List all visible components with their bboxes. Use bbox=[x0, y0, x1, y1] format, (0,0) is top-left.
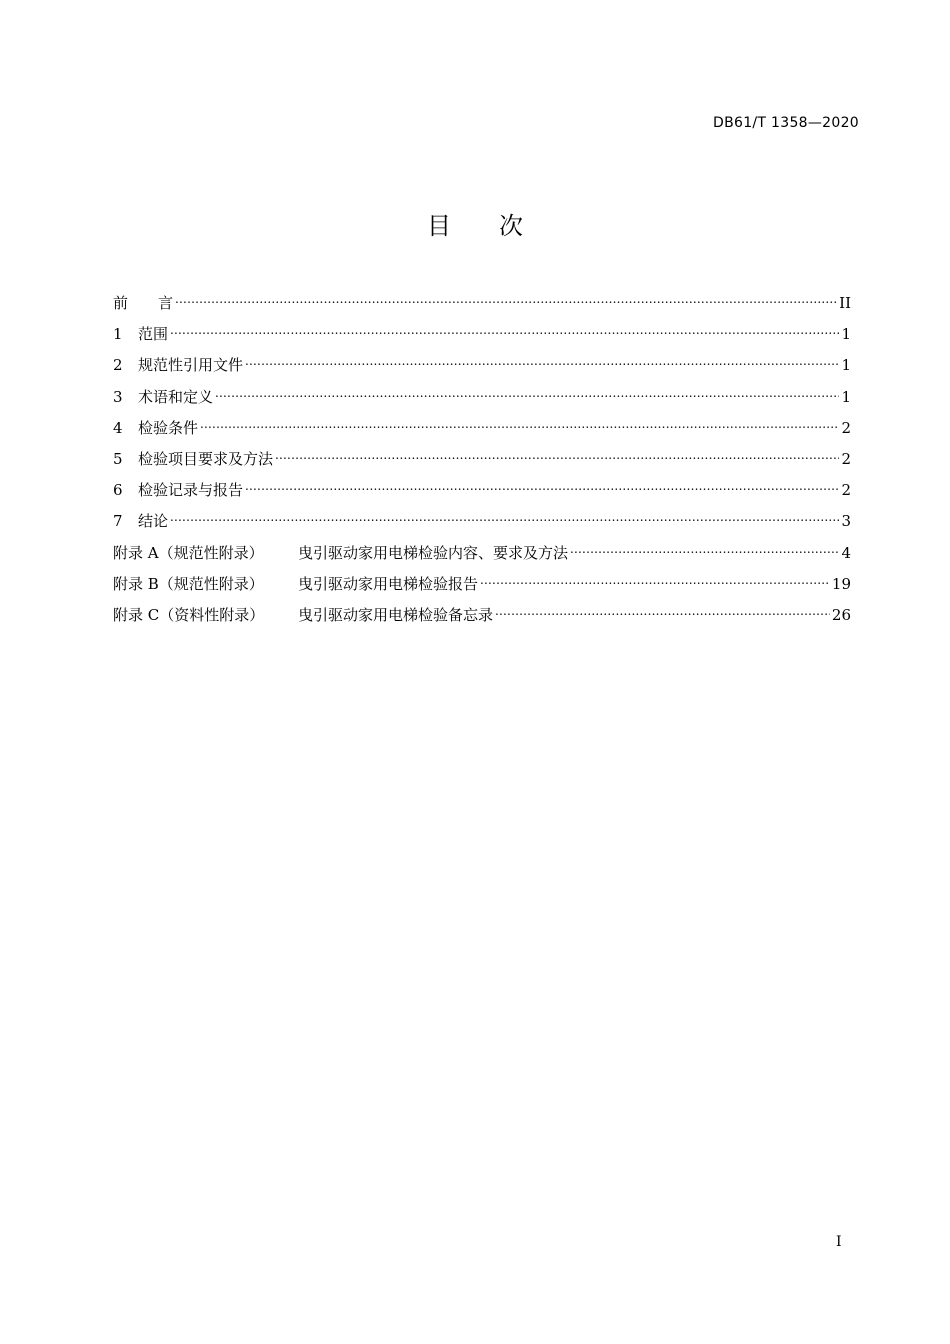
toc-entry-normative-references[interactable] bbox=[113, 348, 851, 379]
toc-dot-leader bbox=[200, 411, 839, 433]
toc-dot-leader bbox=[245, 348, 839, 370]
toc-entry-page: II bbox=[839, 294, 851, 312]
toc-entry-number: 7 bbox=[113, 512, 123, 531]
toc-entry-title: 检验条件 bbox=[138, 418, 199, 437]
toc-dot-leader bbox=[275, 442, 839, 464]
toc-entry-number: 1 bbox=[113, 325, 123, 344]
toc-entry-page: 2 bbox=[841, 418, 851, 437]
toc-entry-page: 19 bbox=[831, 574, 851, 593]
toc-dot-leader bbox=[215, 380, 839, 402]
toc-entry-page: 1 bbox=[841, 387, 851, 406]
toc-dot-leader bbox=[495, 598, 830, 620]
toc-entry-page: 1 bbox=[841, 356, 851, 375]
toc-entry-appendix-c[interactable] bbox=[113, 598, 851, 629]
toc-entry-records-reports[interactable] bbox=[113, 473, 851, 504]
toc-entry-number: 3 bbox=[113, 387, 123, 406]
toc-appendix-prefix: 附录 C（资料性附录） bbox=[113, 605, 265, 624]
toc-entry-page: 2 bbox=[841, 481, 851, 500]
toc-entry-number: 4 bbox=[113, 418, 123, 437]
toc-entry-title: 术语和定义 bbox=[138, 387, 214, 406]
toc-entry-title: 曳引驱动家用电梯检验内容、要求及方法 bbox=[298, 543, 569, 562]
toc-entry-title: 检验项目要求及方法 bbox=[138, 449, 274, 468]
toc-entry-inspection-items[interactable] bbox=[113, 442, 851, 473]
toc-dot-leader bbox=[570, 536, 839, 558]
toc-entry-label bbox=[113, 292, 173, 314]
toc-entry-title-first: 前 bbox=[113, 294, 159, 312]
toc-entry-page: 3 bbox=[841, 512, 851, 531]
toc-entry-page: 1 bbox=[841, 325, 851, 344]
toc-entry-appendix-b[interactable] bbox=[113, 567, 851, 598]
toc-dot-leader bbox=[245, 473, 839, 495]
toc-entry-title: 结论 bbox=[138, 512, 169, 531]
toc-entry-number: 6 bbox=[113, 481, 123, 500]
toc-entry-page: 26 bbox=[831, 605, 851, 624]
toc-entry-foreword[interactable] bbox=[113, 286, 851, 317]
toc-entry-title-last: 言 bbox=[158, 294, 174, 312]
toc-entry-number: 5 bbox=[113, 449, 123, 468]
toc-dot-leader bbox=[170, 504, 839, 526]
toc-dot-leader bbox=[170, 317, 839, 339]
toc-dot-leader bbox=[175, 286, 837, 308]
toc-entry-terms-definitions[interactable] bbox=[113, 380, 851, 411]
toc-appendix-prefix: 附录 B（规范性附录） bbox=[113, 574, 264, 593]
toc-entry-scope[interactable] bbox=[113, 317, 851, 348]
toc-entry-title: 曳引驱动家用电梯检验报告 bbox=[298, 574, 479, 593]
toc-list bbox=[113, 286, 851, 629]
toc-entry-page: 2 bbox=[841, 449, 851, 468]
standard-code: DB61/T 1358—2020 bbox=[713, 115, 859, 131]
toc-entry-title: 曳引驱动家用电梯检验备忘录 bbox=[298, 605, 494, 624]
toc-entry-appendix-a[interactable] bbox=[113, 536, 851, 567]
toc-entry-title: 检验记录与报告 bbox=[138, 481, 244, 500]
toc-appendix-prefix: 附录 A（规范性附录） bbox=[113, 543, 264, 562]
toc-entry-title: 范围 bbox=[138, 325, 169, 344]
toc-entry-page: 4 bbox=[841, 543, 851, 562]
toc-entry-number: 2 bbox=[113, 356, 123, 375]
toc-entry-conclusion[interactable] bbox=[113, 504, 851, 535]
toc-dot-leader bbox=[480, 567, 830, 589]
toc-entry-inspection-conditions[interactable] bbox=[113, 411, 851, 442]
toc-entry-title: 规范性引用文件 bbox=[138, 356, 244, 375]
page-number: I bbox=[836, 1234, 842, 1250]
toc-title: 目次 bbox=[427, 212, 571, 240]
